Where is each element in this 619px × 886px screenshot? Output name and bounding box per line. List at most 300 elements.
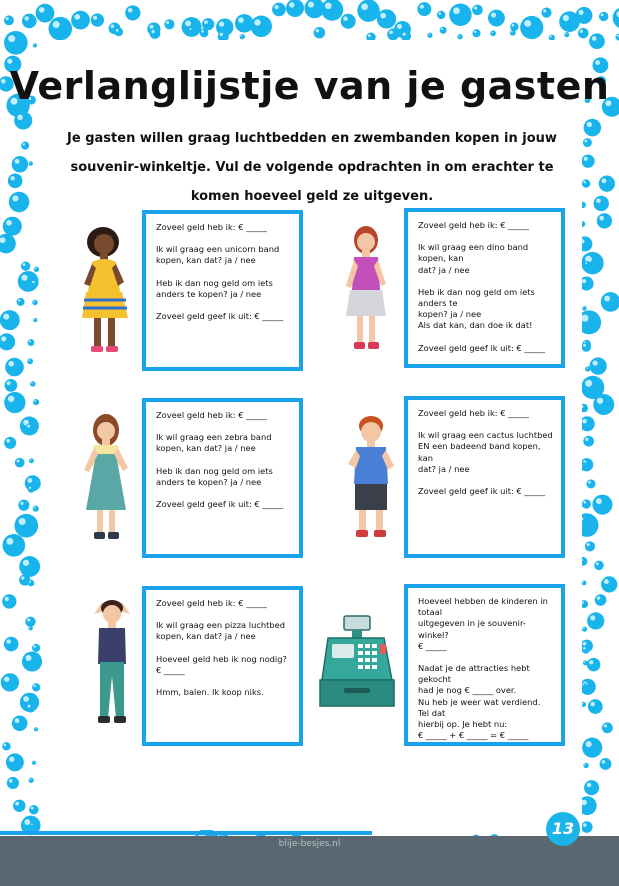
bubble bbox=[15, 458, 25, 468]
wish-card-zebra bbox=[142, 398, 303, 558]
bubble bbox=[272, 3, 286, 17]
bubble-highlight bbox=[389, 30, 393, 34]
bubble-highlight bbox=[29, 779, 31, 781]
bubble bbox=[582, 738, 602, 758]
bubble-highlight bbox=[579, 10, 584, 15]
bubble bbox=[427, 33, 432, 38]
bubble-highlight bbox=[588, 481, 591, 484]
bubble bbox=[595, 594, 607, 606]
bubble bbox=[0, 310, 20, 330]
card-line: € _____ bbox=[156, 664, 185, 675]
card-line: anders te kopen? ja / nee bbox=[156, 476, 262, 487]
bubble bbox=[2, 742, 10, 750]
bubble-highlight bbox=[8, 396, 14, 402]
bubble-highlight bbox=[380, 13, 386, 19]
bubble bbox=[581, 821, 593, 833]
bubble-highlight bbox=[474, 31, 476, 33]
bubble-highlight bbox=[325, 3, 332, 10]
card-line: Als dat kan, dan doe ik dat! bbox=[418, 320, 533, 331]
bubble-highlight bbox=[428, 34, 430, 36]
bubble bbox=[488, 10, 505, 27]
bubble-highlight bbox=[583, 581, 584, 582]
bubble-highlight bbox=[254, 19, 260, 25]
bubble-highlight bbox=[25, 655, 31, 661]
card-line: uitgegeven in je souvenir-winkel? bbox=[418, 618, 526, 640]
bubble-highlight bbox=[361, 3, 368, 10]
bubble bbox=[541, 8, 551, 18]
card-line: Ik wil graag een dino band kopen, kan bbox=[418, 242, 529, 264]
bubble-highlight bbox=[593, 360, 598, 365]
card-line: dat? ja / nee bbox=[418, 264, 470, 275]
bubble bbox=[25, 617, 35, 627]
card-line: Ik wil graag een pizza luchtbed bbox=[156, 620, 286, 631]
bubble-highlight bbox=[29, 340, 31, 342]
bubble bbox=[583, 660, 588, 665]
card-line: Heb ik dan nog geld om iets bbox=[156, 465, 273, 476]
bubble bbox=[25, 423, 35, 433]
bubble bbox=[30, 381, 35, 386]
bubble-highlight bbox=[28, 478, 33, 483]
bubble-highlight bbox=[3, 314, 9, 320]
bubble-highlight bbox=[458, 35, 460, 37]
bubble bbox=[594, 561, 604, 571]
bubble bbox=[29, 778, 34, 783]
bubble-highlight bbox=[602, 760, 606, 764]
bubble-highlight bbox=[597, 398, 603, 404]
bubble-highlight bbox=[308, 2, 314, 8]
bubble-highlight bbox=[581, 315, 588, 322]
bubble-highlight bbox=[29, 487, 31, 489]
wish-card-pizza bbox=[142, 586, 303, 746]
bubble-highlight bbox=[4, 744, 7, 747]
bubble-highlight bbox=[34, 400, 36, 402]
bubble-highlight bbox=[7, 59, 12, 64]
bubble-highlight bbox=[31, 382, 33, 384]
bubble-highlight bbox=[586, 367, 588, 369]
bubble-highlight bbox=[12, 195, 18, 201]
cash-register-illustration bbox=[318, 614, 400, 710]
line-gap bbox=[418, 652, 553, 663]
card-line: Zoveel geld heb ik: € _____ bbox=[156, 410, 267, 420]
bubble-highlight bbox=[524, 20, 531, 27]
bubble bbox=[34, 727, 38, 731]
card-line: kopen, kan dat? ja / nee bbox=[156, 255, 256, 266]
bubble-highlight bbox=[587, 122, 592, 127]
bubble-highlight bbox=[201, 30, 204, 33]
bubble-highlight bbox=[583, 181, 586, 184]
bubble bbox=[33, 399, 39, 405]
bubble bbox=[49, 17, 73, 41]
bubble-highlight bbox=[6, 639, 10, 643]
card-line: hierbij op. Je hebt nu: bbox=[418, 719, 508, 730]
bubble-highlight bbox=[35, 268, 37, 270]
bubble-highlight bbox=[589, 660, 593, 664]
bubble bbox=[188, 27, 195, 34]
bubble-highlight bbox=[31, 807, 34, 810]
bubble-highlight bbox=[53, 21, 60, 28]
bubble-highlight bbox=[25, 16, 29, 20]
bubble-highlight bbox=[587, 783, 592, 788]
bubble bbox=[4, 637, 19, 652]
bubble-highlight bbox=[5, 597, 9, 601]
bubble bbox=[594, 196, 609, 211]
bubble-highlight bbox=[27, 425, 30, 428]
bubble bbox=[599, 176, 615, 192]
bubble bbox=[440, 27, 447, 34]
bubble bbox=[32, 300, 37, 305]
bubble-highlight bbox=[584, 764, 586, 766]
line-gap bbox=[156, 300, 291, 311]
bubble bbox=[4, 31, 28, 55]
bubble bbox=[33, 43, 37, 47]
bubble-highlight bbox=[602, 178, 607, 183]
line-gap bbox=[156, 676, 291, 687]
bubble-highlight bbox=[583, 647, 585, 649]
bubble bbox=[28, 626, 32, 630]
bubble-highlight bbox=[74, 14, 80, 20]
bubble bbox=[582, 179, 590, 187]
bubble-highlight bbox=[166, 21, 169, 24]
bubble bbox=[583, 436, 594, 447]
bubble bbox=[164, 19, 174, 29]
card-line: Heb ik dan nog geld om iets bbox=[156, 277, 273, 288]
bubble-highlight bbox=[23, 696, 29, 702]
card-line: dat? ja / nee bbox=[418, 463, 470, 474]
bubble bbox=[14, 111, 32, 129]
bubble bbox=[601, 292, 619, 312]
bubble-highlight bbox=[512, 24, 515, 27]
bubble bbox=[587, 612, 604, 629]
bubble bbox=[33, 318, 37, 322]
bubble bbox=[33, 506, 39, 512]
bubble bbox=[21, 142, 29, 150]
bubble-highlight bbox=[543, 9, 546, 12]
bubble-highlight bbox=[10, 176, 14, 180]
bubble bbox=[582, 581, 587, 586]
bubble bbox=[449, 3, 472, 26]
bubble bbox=[202, 18, 214, 30]
bubble bbox=[0, 333, 15, 350]
bubble-highlight bbox=[8, 361, 14, 367]
bubble-highlight bbox=[550, 36, 552, 38]
bubble-highlight bbox=[583, 684, 585, 686]
bubble bbox=[582, 627, 587, 632]
line-gap bbox=[418, 475, 553, 486]
bubble-highlight bbox=[28, 359, 30, 361]
card-line: Hmm, balen. Ik koop niks. bbox=[156, 687, 264, 698]
bubble bbox=[28, 339, 35, 346]
bubble-highlight bbox=[22, 143, 24, 145]
bubble bbox=[589, 357, 606, 374]
bubble-highlight bbox=[420, 5, 424, 9]
bubble bbox=[584, 261, 590, 267]
bubble-highlight bbox=[582, 703, 584, 705]
bubble bbox=[593, 394, 614, 415]
card-line: anders te kopen? ja / nee bbox=[156, 288, 262, 299]
bubble bbox=[34, 267, 39, 272]
line-gap bbox=[156, 421, 291, 432]
card-line: Hoeveel hebben de kinderen in totaal bbox=[418, 596, 548, 618]
card-line: Zoveel geld geef ik uit: € _____ bbox=[156, 311, 284, 322]
bubble bbox=[3, 217, 22, 236]
card-line: Zoveel geld heb ik: € _____ bbox=[156, 222, 267, 232]
bubble bbox=[472, 29, 480, 37]
girl-dungarees-illustration bbox=[80, 410, 134, 542]
bubble-highlight bbox=[23, 560, 29, 566]
bubble bbox=[581, 342, 591, 352]
bubble-highlight bbox=[220, 33, 223, 36]
bubble-highlight bbox=[585, 438, 588, 441]
bubble-highlight bbox=[565, 33, 567, 35]
intro-text: Je gasten willen graag luchtbedden en zwembanden kopen in jouw souvenir-winkeltje. Vul de volgende opdrachten in om erachter te komen hoeveel geld ze uitgeven. bbox=[67, 131, 557, 204]
card-line: Nadat je de attracties hebt gekocht bbox=[418, 663, 530, 685]
bubble bbox=[357, 0, 379, 22]
bubble-highlight bbox=[39, 7, 45, 13]
bubble-highlight bbox=[580, 30, 583, 33]
bubble bbox=[91, 13, 104, 26]
bubble bbox=[31, 280, 39, 288]
card-line: Zoveel geld geef ik uit: € _____ bbox=[156, 499, 284, 510]
bubble-highlight bbox=[150, 25, 154, 29]
bubble-highlight bbox=[7, 381, 11, 385]
wish-card-unicorn bbox=[142, 210, 303, 371]
bubble bbox=[510, 30, 516, 36]
line-gap bbox=[418, 332, 553, 343]
line-gap bbox=[156, 488, 291, 499]
bubble bbox=[578, 28, 589, 39]
bubble-highlight bbox=[21, 275, 27, 281]
bubble bbox=[32, 761, 36, 765]
girl-pink-shirt-illustration bbox=[344, 222, 392, 354]
bubble bbox=[589, 33, 605, 49]
bubble bbox=[580, 679, 596, 695]
bubble-highlight bbox=[584, 157, 588, 161]
card-line: kopen, kan dat? ja / nee bbox=[156, 443, 256, 454]
line-gap bbox=[156, 609, 291, 620]
bubble-highlight bbox=[582, 419, 587, 424]
bubble bbox=[5, 358, 24, 377]
bubble-highlight bbox=[9, 756, 14, 761]
bubble bbox=[582, 499, 591, 508]
bubble-highlight bbox=[111, 25, 115, 29]
bubble bbox=[5, 379, 18, 392]
bubble-highlight bbox=[599, 216, 604, 221]
bubble-highlight bbox=[128, 8, 133, 13]
bubble-highlight bbox=[583, 628, 585, 630]
card-line: had je nog € _____ over. bbox=[418, 685, 517, 696]
bubble-highlight bbox=[34, 507, 36, 509]
line-gap bbox=[156, 455, 291, 466]
bubble-highlight bbox=[604, 296, 610, 302]
card-line: kopen? ja / nee bbox=[418, 309, 482, 320]
bubble-highlight bbox=[21, 576, 24, 579]
bubble bbox=[18, 500, 29, 511]
bubble-highlight bbox=[23, 263, 26, 266]
card-line: € _____ bbox=[418, 640, 447, 651]
bubble bbox=[457, 34, 462, 39]
bubble-highlight bbox=[116, 29, 119, 32]
bubble bbox=[14, 514, 38, 538]
bubble-highlight bbox=[17, 115, 22, 120]
page-title: Verlanglijstje van je gasten bbox=[9, 64, 610, 108]
footer-accent-line bbox=[0, 831, 372, 835]
bubble bbox=[602, 722, 613, 733]
bubble bbox=[377, 9, 396, 28]
bubble bbox=[29, 805, 38, 814]
bubble-highlight bbox=[601, 13, 604, 16]
bubble-highlight bbox=[6, 17, 9, 20]
bubble-highlight bbox=[28, 705, 31, 708]
bubble bbox=[8, 174, 23, 189]
card-line: Ik wil graag een zebra band bbox=[156, 432, 272, 443]
bubble-highlight bbox=[185, 20, 191, 26]
bubble-highlight bbox=[34, 685, 36, 687]
bubble-highlight bbox=[491, 13, 496, 18]
bubble-highlight bbox=[33, 761, 34, 762]
footer-site-link[interactable]: blije-besjes.nl bbox=[278, 839, 341, 849]
bubble bbox=[4, 15, 14, 25]
boy-thinking-illustration bbox=[88, 596, 136, 728]
bubble-highlight bbox=[93, 16, 97, 20]
bubble bbox=[9, 192, 30, 213]
bubble-highlight bbox=[591, 702, 595, 706]
bubble-highlight bbox=[584, 661, 585, 662]
bubble bbox=[7, 777, 19, 789]
bubble-highlight bbox=[581, 800, 587, 806]
bubble-highlight bbox=[587, 543, 590, 546]
bubble bbox=[4, 437, 16, 449]
bubble bbox=[601, 576, 617, 592]
bubble bbox=[1, 673, 19, 691]
bubble bbox=[125, 5, 140, 20]
bubble bbox=[520, 16, 543, 39]
bubble bbox=[250, 16, 271, 37]
bubble bbox=[235, 14, 254, 33]
bubble bbox=[22, 14, 37, 29]
bubble bbox=[586, 479, 595, 488]
total-card bbox=[404, 584, 565, 746]
bubble-highlight bbox=[20, 502, 23, 505]
bubble bbox=[28, 161, 32, 165]
bubble bbox=[32, 644, 40, 652]
card-line: Zoveel geld heb ik: € _____ bbox=[156, 598, 267, 608]
bubble bbox=[584, 780, 599, 795]
bubble bbox=[27, 358, 33, 364]
girl-curly-hair-illustration bbox=[80, 222, 136, 356]
card-line: Zoveel geld heb ik: € _____ bbox=[418, 408, 529, 418]
bubble-highlight bbox=[4, 676, 9, 681]
bubble-highlight bbox=[18, 299, 20, 301]
bubble-highlight bbox=[583, 307, 584, 308]
bubble-highlight bbox=[604, 579, 609, 584]
line-gap bbox=[418, 276, 553, 287]
bubble-highlight bbox=[585, 262, 587, 264]
bubble-highlight bbox=[453, 7, 460, 14]
bubble bbox=[583, 763, 588, 768]
line-gap bbox=[156, 267, 291, 278]
bubble bbox=[150, 28, 161, 39]
bubble-highlight bbox=[29, 162, 30, 163]
line-gap bbox=[156, 643, 291, 654]
bubble bbox=[597, 213, 612, 228]
bubble-highlight bbox=[15, 802, 19, 806]
bubble bbox=[22, 651, 42, 671]
bubble-highlight bbox=[585, 140, 588, 143]
wish-card-cactus bbox=[404, 396, 565, 558]
bubble bbox=[599, 12, 608, 21]
bubble-highlight bbox=[35, 728, 36, 729]
bubble-highlight bbox=[343, 16, 348, 21]
bubble bbox=[30, 823, 35, 828]
bubble-highlight bbox=[8, 35, 15, 42]
bubble-highlight bbox=[27, 618, 30, 621]
bubble bbox=[490, 30, 496, 36]
bubble bbox=[583, 138, 592, 147]
bubble-highlight bbox=[219, 22, 224, 27]
bubble bbox=[2, 534, 25, 557]
bubble bbox=[12, 156, 28, 172]
bubble bbox=[437, 11, 445, 19]
bubble-highlight bbox=[24, 819, 30, 825]
bubble bbox=[582, 646, 590, 654]
bubble-highlight bbox=[34, 44, 35, 45]
bubble-highlight bbox=[32, 281, 34, 283]
bubble bbox=[12, 716, 28, 732]
bubble-highlight bbox=[29, 627, 30, 628]
bubble bbox=[36, 4, 55, 23]
bubble bbox=[286, 0, 304, 17]
bubble-highlight bbox=[6, 538, 13, 545]
bubble bbox=[21, 261, 30, 270]
bubble-highlight bbox=[189, 28, 191, 30]
bubble bbox=[321, 0, 343, 21]
bubble-highlight bbox=[597, 596, 600, 599]
bubble bbox=[13, 800, 25, 812]
bubble-highlight bbox=[617, 35, 619, 37]
bubble-highlight bbox=[596, 498, 602, 504]
bubble bbox=[587, 658, 600, 671]
bubble-highlight bbox=[585, 380, 592, 387]
bubble-highlight bbox=[563, 15, 569, 21]
bubble-highlight bbox=[441, 28, 443, 30]
bubble-highlight bbox=[491, 31, 493, 33]
bubble bbox=[28, 580, 35, 587]
bubble bbox=[417, 2, 431, 16]
bubble-highlight bbox=[241, 35, 243, 37]
bubble-highlight bbox=[604, 724, 607, 727]
bubble bbox=[2, 594, 16, 608]
boy-blue-shirt-illustration bbox=[344, 412, 398, 542]
bubble-highlight bbox=[511, 31, 513, 33]
bubble bbox=[26, 703, 36, 713]
card-line: Zoveel geld geef ik uit: € _____ bbox=[418, 342, 546, 353]
bubble bbox=[576, 7, 593, 24]
bubble bbox=[564, 32, 569, 37]
bubble-highlight bbox=[238, 17, 244, 23]
card-line: EN een badeend band kopen, kan bbox=[418, 441, 541, 463]
bubble bbox=[240, 34, 245, 39]
bubble bbox=[582, 306, 587, 311]
bubble-highlight bbox=[6, 220, 12, 226]
bubble bbox=[600, 758, 612, 770]
line-gap bbox=[156, 233, 291, 244]
bubble-highlight bbox=[582, 279, 586, 283]
bubble bbox=[585, 541, 595, 551]
bubble-highlight bbox=[33, 645, 35, 647]
bubble bbox=[510, 22, 518, 30]
card-line: Ik wil graag een unicorn band bbox=[156, 244, 280, 255]
bubble bbox=[0, 234, 16, 254]
